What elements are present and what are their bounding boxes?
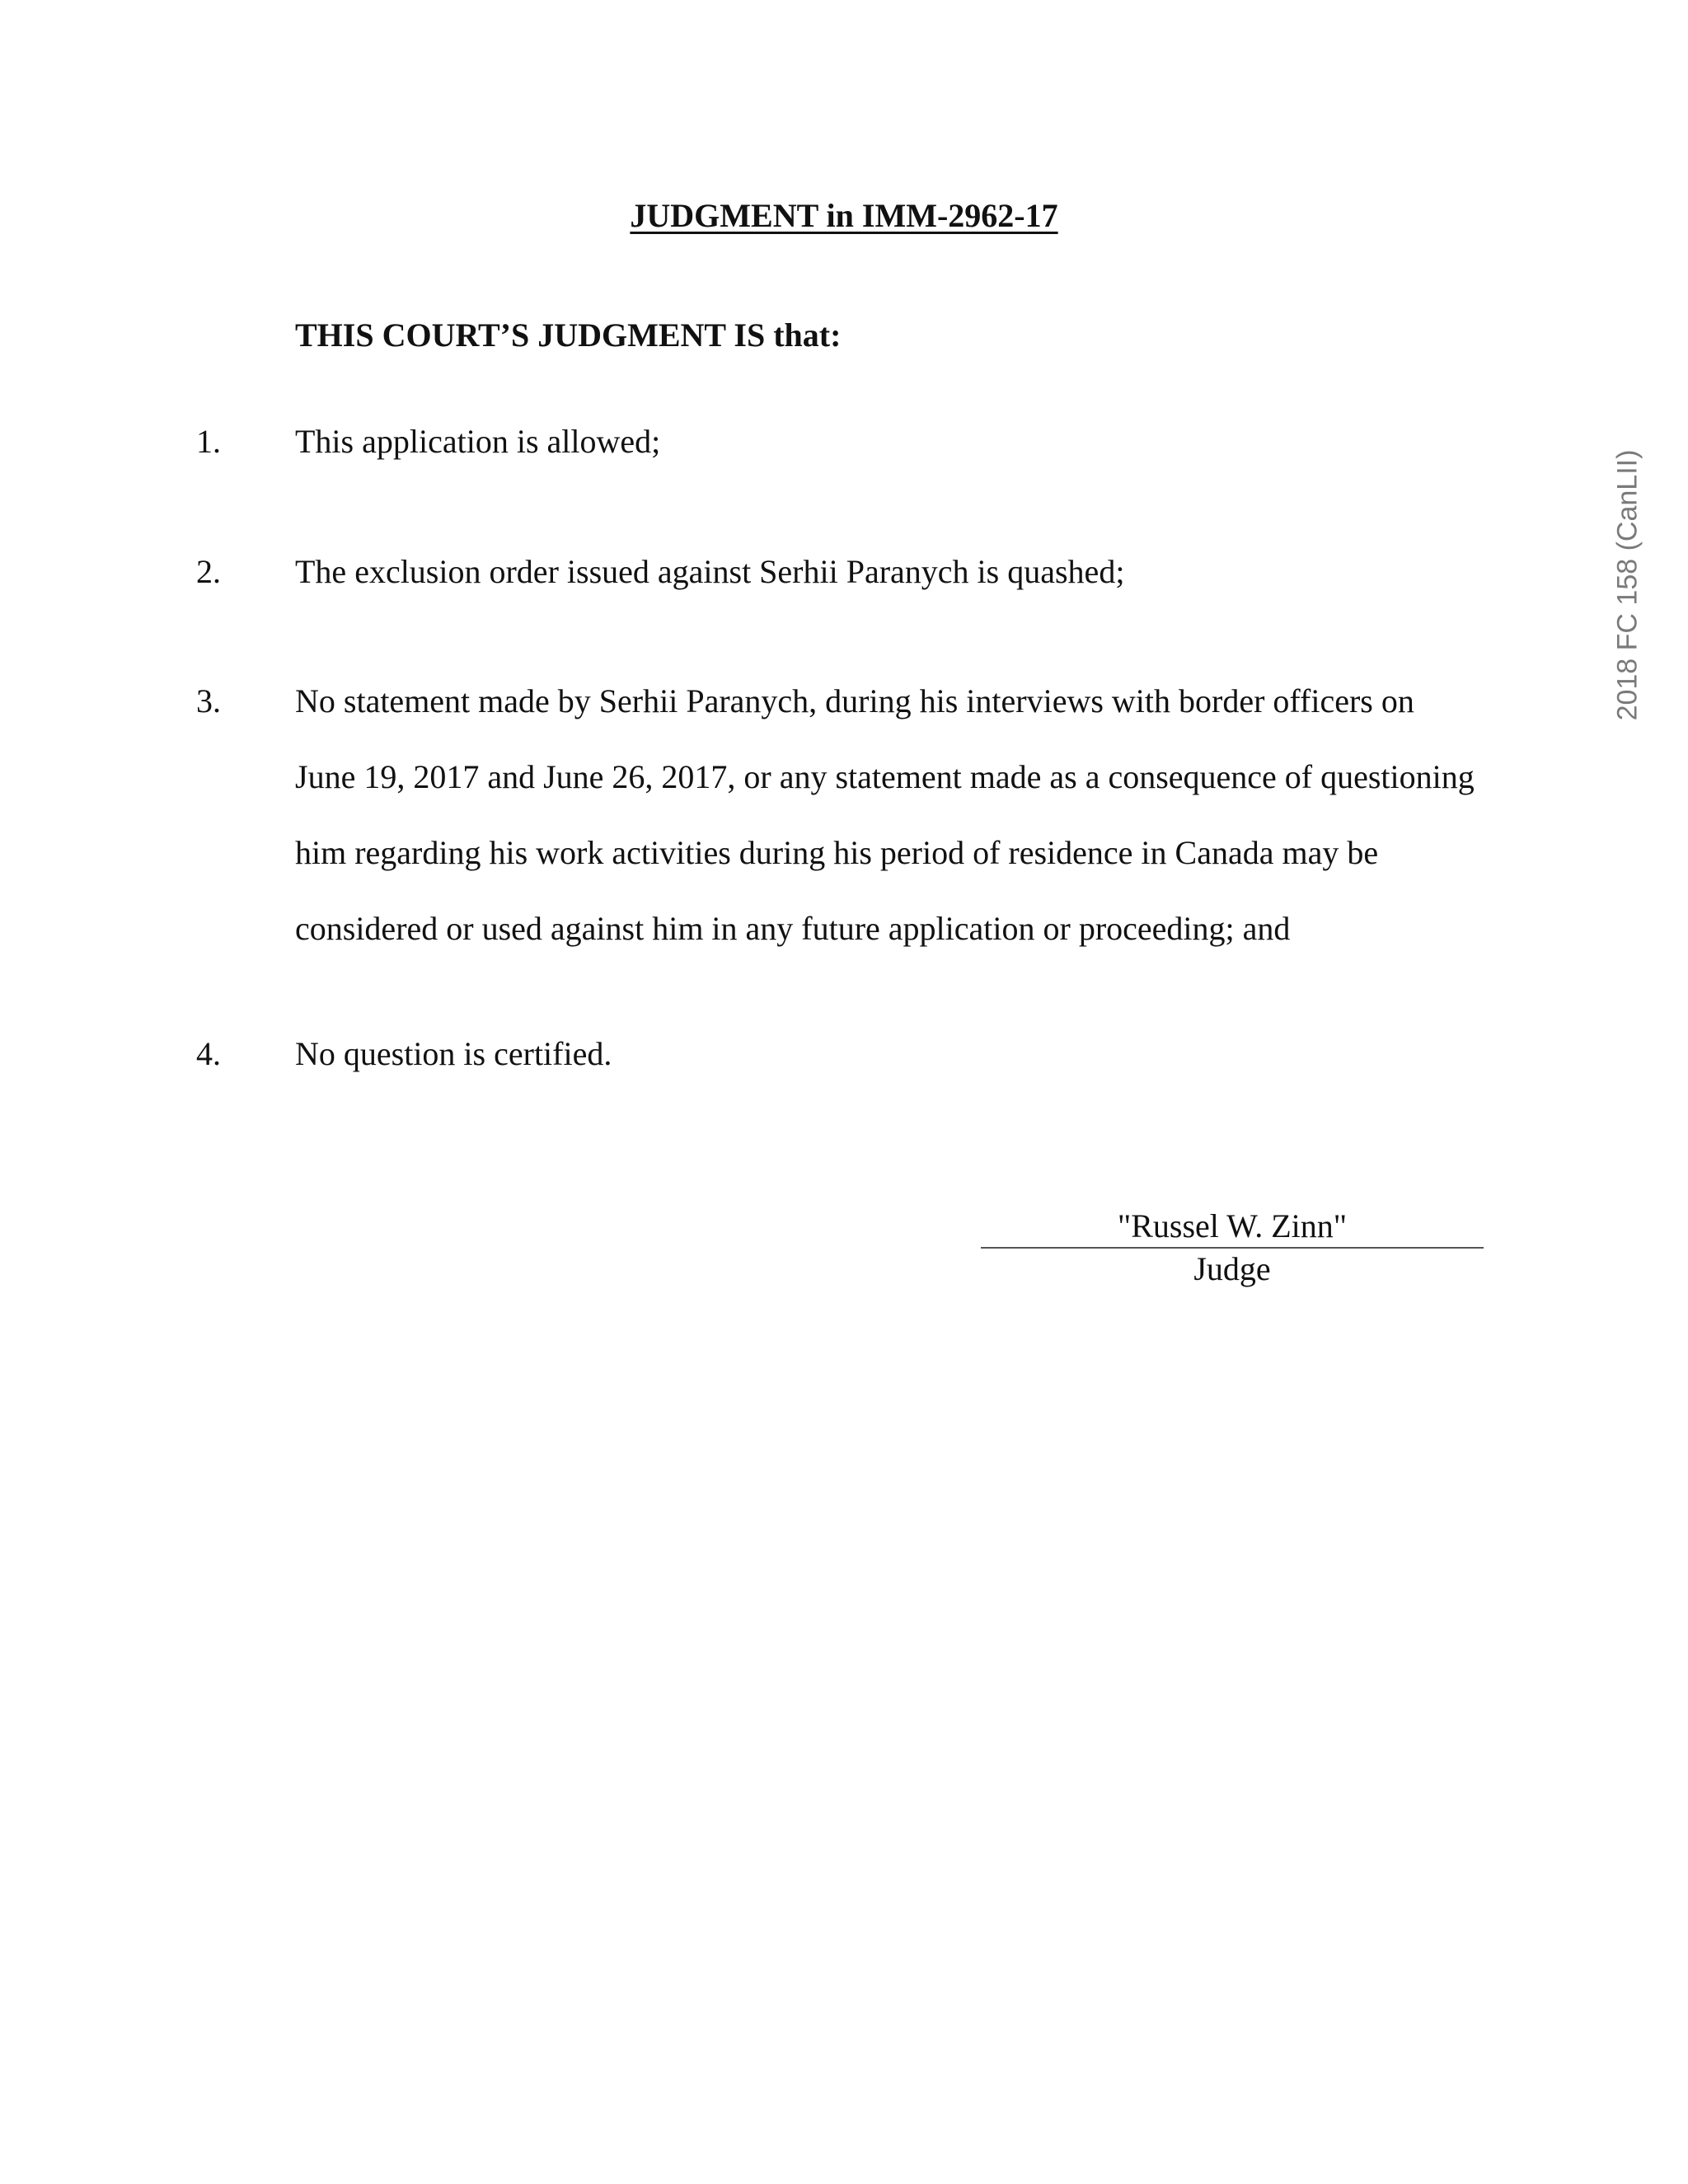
item-text: The exclusion order issued against Serhii Paranych is quashed; [295,553,1125,590]
signature-title: Judge [1193,1250,1271,1287]
item-number: 4. [196,1035,221,1072]
item-number: 2. [196,553,221,590]
signature-name: "Russel W. Zinn" [981,1206,1484,1249]
judgment-title: JUDGMENT in IMM-2962-17 [630,197,1058,234]
item-number: 3. [196,682,221,719]
item-text: No statement made by Serhii Paranych, during his interviews with border officers on June 19, 2017 and June 26, 2017, or any statement made as a consequence of questioning him regarding his work activities during his period of residence in Canada may be considered or used against him in any future application or proceeding; and [295,682,1475,947]
signature-block [981,1206,1484,1290]
item-text: No question is certified. [295,1035,612,1072]
item-number: 1. [196,423,221,460]
item-text: This application is allowed; [295,423,661,460]
judgment-intro: THIS COURT’S JUDGMENT IS that: [295,316,842,354]
citation-watermark: 2018 FC 158 (CanLII) [1611,449,1643,721]
